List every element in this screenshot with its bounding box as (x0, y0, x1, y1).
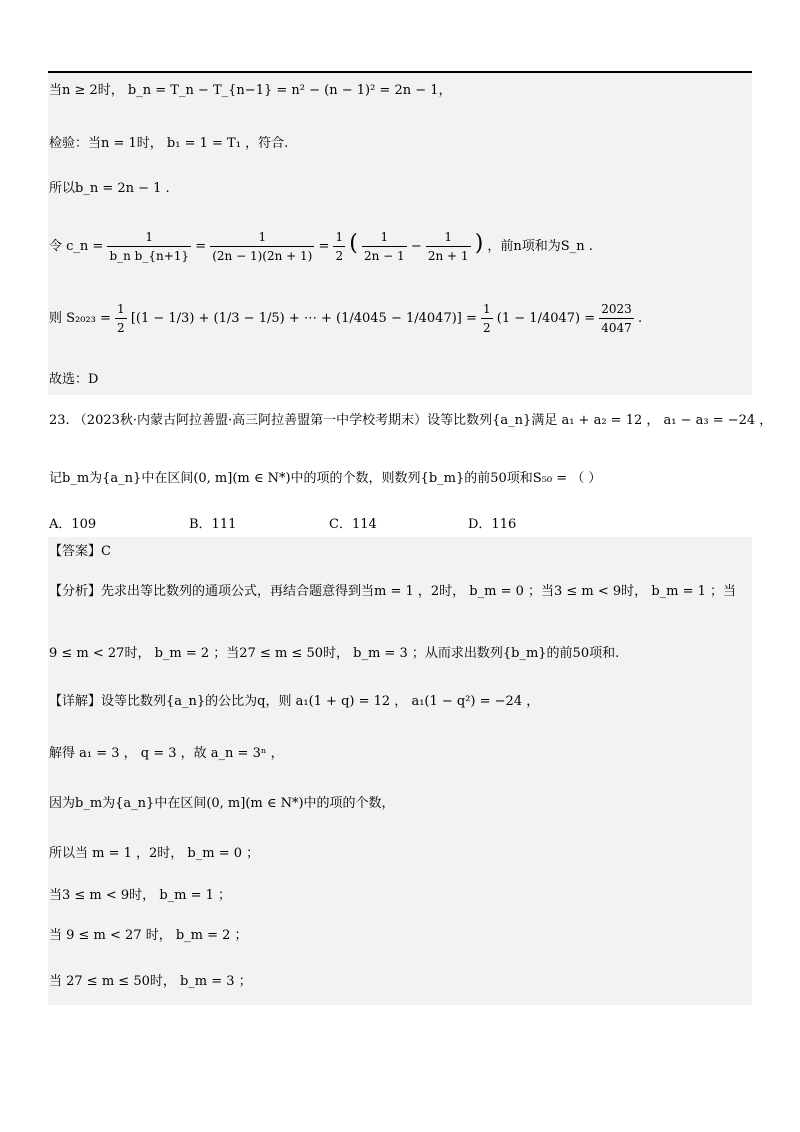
solution-line-2: 检验：当n = 1时， b₁ = 1 = T₁ ，符合. (49, 136, 289, 151)
detail-line-2: 解得 a₁ = 3 ， q = 3 ，故 a_n = 3ⁿ ， (49, 746, 284, 761)
fraction (107, 228, 191, 265)
line5-prefix: 则 S₂₀₂₃ = (49, 311, 116, 326)
denominator: 4047 (601, 321, 632, 335)
fraction (599, 300, 634, 337)
solution-line-3: 所以b_n = 2n − 1 . (49, 181, 170, 196)
numerator: 1 (426, 228, 471, 247)
denominator: 2 (335, 249, 344, 263)
denominator: 2 (483, 321, 491, 335)
equals: = (195, 239, 211, 254)
detail-line-4: 所以当 m = 1 ，2时， b_m = 0 ； (49, 846, 260, 861)
denominator: 2n + 1 (427, 249, 469, 263)
paren-open: ( (349, 231, 358, 256)
question-line-1: 23. （2023秋·内蒙古阿拉善盟·高三阿拉善盟第一中学校考期末）设等比数列{a_n}满足 a₁ + a₂ = 12 ， a₁ − a₃ = −24 ， (49, 413, 773, 428)
sum-body-2: (1 − 1/4047) = (496, 311, 600, 326)
fraction (362, 228, 407, 265)
detail-line-7: 当 27 ≤ m ≤ 50时， b_m = 3 ； (49, 974, 252, 989)
numerator: 1 (333, 228, 345, 247)
detail-line-3: 因为b_m为{a_n}中在区间(0, m](m ∈ N*)中的项的个数， (49, 796, 395, 811)
fraction (333, 228, 345, 265)
numerator: 1 (210, 228, 314, 247)
question-line-2: 记b_m为{a_n}中在区间(0, m](m ∈ N*)中的项的个数，则数列{b_m}的前50项和S₅₀ = （ ） (49, 471, 602, 486)
option-a: A．109 (49, 517, 97, 532)
detail-line-5: 当3 ≤ m < 9时， b_m = 1 ； (49, 888, 232, 903)
analysis-line-2: 9 ≤ m < 27时， b_m = 2 ；当27 ≤ m ≤ 50时， b_m = 3 ；从而求出数列{b_m}的前50项和. (49, 646, 620, 661)
analysis-line-1: 【分析】先求出等比数列的通项公式，再结合题意得到当m = 1 ，2时， b_m = 0 ；当3 ≤ m < 9时， b_m = 1 ；当 (49, 584, 737, 599)
fraction (481, 300, 493, 337)
numerator: 1 (362, 228, 407, 247)
sum-body: [(1 − 1/3) + (1/3 − 1/5) + ⋯ + (1/4045 − 1/4047)] = (130, 311, 482, 326)
line5-end: . (637, 311, 643, 326)
equals: = (318, 239, 334, 254)
denominator: (2n − 1)(2n + 1) (212, 249, 313, 263)
solution-line-4 (49, 228, 593, 265)
numerator: 1 (481, 300, 493, 319)
option-d: D．116 (468, 517, 517, 532)
solution-line-5 (49, 300, 642, 337)
option-b: B．111 (189, 517, 237, 532)
numerator: 1 (107, 228, 191, 247)
solution-line-6: 故选：D (49, 372, 99, 387)
answer-line: 【答案】C (49, 544, 111, 559)
detail-line-6: 当 9 ≤ m < 27 时， b_m = 2 ； (49, 928, 248, 943)
option-c: C．114 (329, 517, 377, 532)
denominator: b_n b_{n+1} (109, 249, 190, 263)
numerator: 2023 (599, 300, 634, 319)
paren-close: ) (474, 231, 484, 256)
denominator: 2n − 1 (364, 249, 405, 263)
fraction (210, 228, 314, 265)
fraction (426, 228, 471, 265)
denominator: 2 (117, 321, 125, 335)
line4-prefix: 令 c_n = (49, 239, 108, 254)
solution-line-1: 当n ≥ 2时， b_n = T_n − T_{n−1} = n² − (n − 1)² = 2n − 1， (49, 83, 452, 98)
line4-suffix: ，前n项和为S_n . (487, 239, 593, 254)
detail-line-1: 【详解】设等比数列{a_n}的公比为q，则 a₁(1 + q) = 12 ， a₁(1 − q²) = −24 ， (49, 694, 540, 709)
minus: − (410, 239, 426, 254)
fraction (115, 300, 127, 337)
numerator: 1 (115, 300, 127, 319)
